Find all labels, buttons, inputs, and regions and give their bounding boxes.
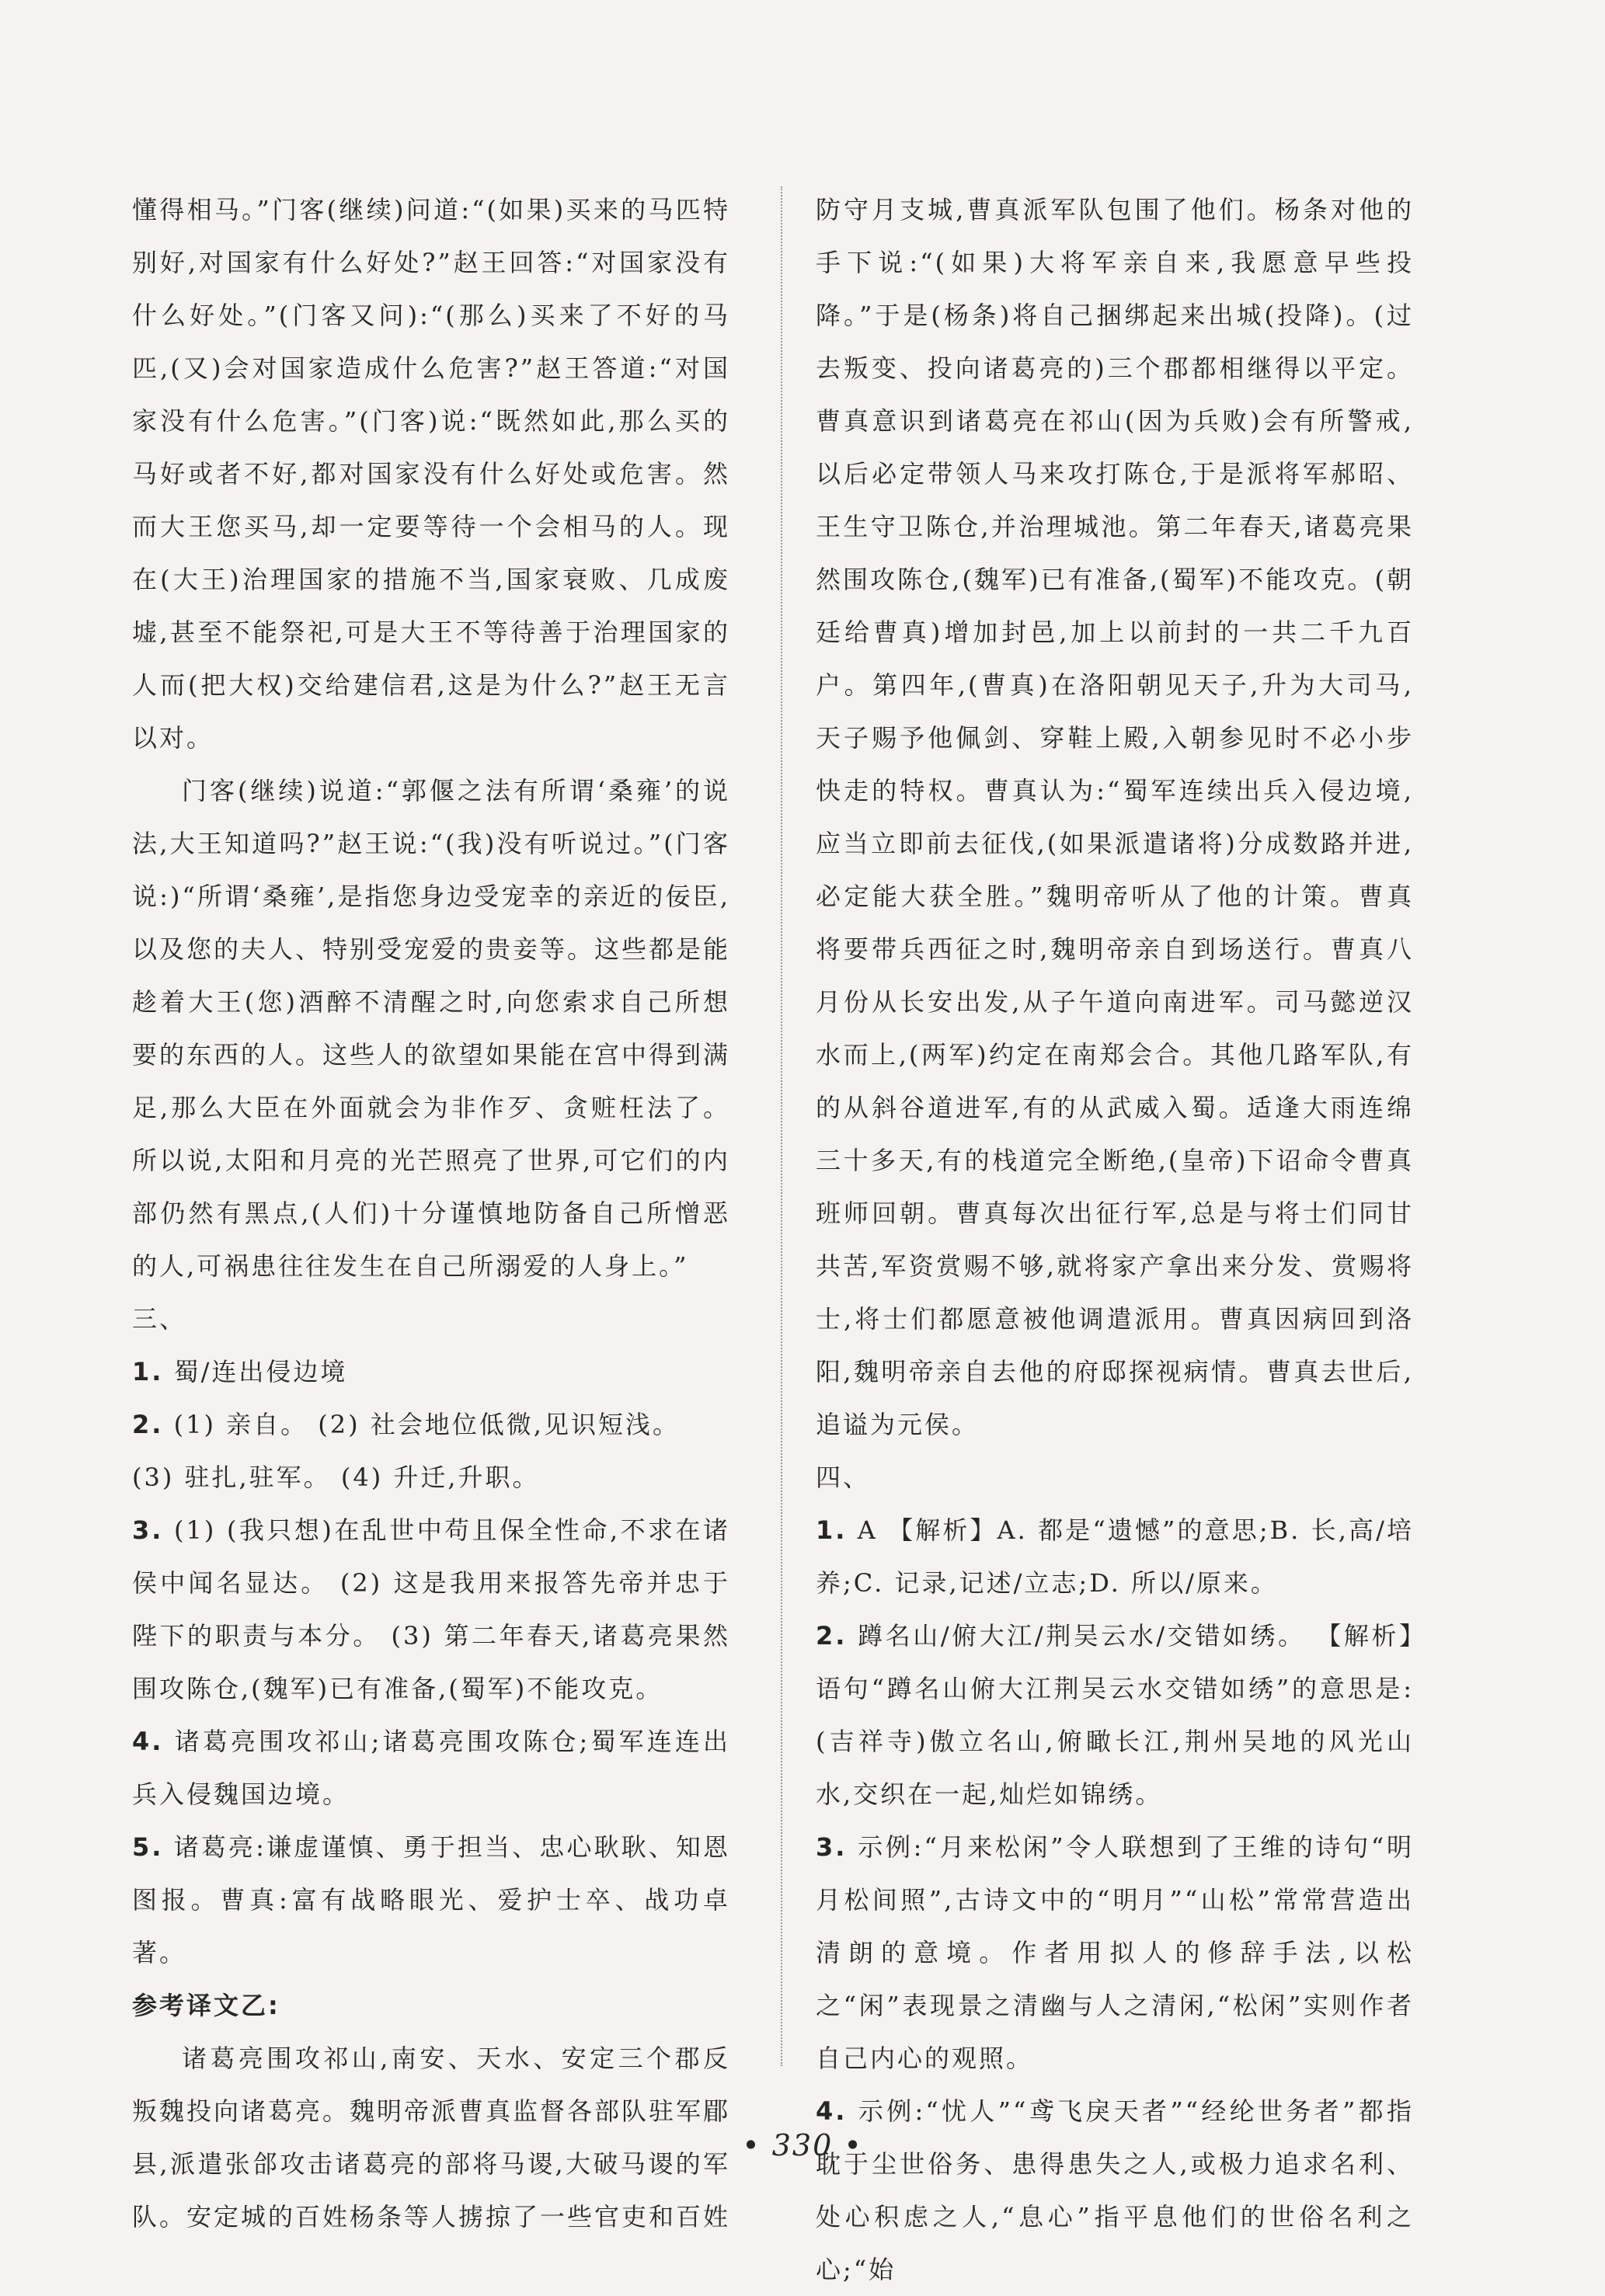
- paragraph: (3) 驻扎,驻军。 (4) 升迁,升职。: [132, 1463, 540, 1492]
- item-text: 蜀/连出侵边境: [163, 1357, 348, 1386]
- item-text: (1) (我只想)在乱世中苟且保全性命,不求在诸侯中闻名显达。 (2) 这是我用来报答先帝并忠于陛下的职责与本分。 (3) 第二年春天,诸葛亮果然围攻陈仓,(魏军)已有准备,(蜀军)不能攻克。: [132, 1515, 730, 1703]
- item-number: 2.: [132, 1410, 164, 1439]
- paragraph: 门客(继续)说道:“郭偃之法有所谓‘桑雍’的说法,大王知道吗?”赵王说:“(我)没有听说过。”(门客说:)“所谓‘桑雍’,是指您身边受宠幸的亲近的佞臣,以及您的夫人、特别受宠爱的贵妾等。这些都是能趁着大王(您)酒醉不清醒之时,向您索求自己所想要的东西的人。这些人的欲望如果能在宫中得到满足,那么大臣在外面就会为非作歹、贪赃枉法了。所以说,太阳和月亮的光芒照亮了世界,可它们的内部仍然有黑点,(人们)十分谨慎地防备自己所憎恶的人,可祸患往往发生在自己所溺爱的人身上。”: [132, 776, 731, 1281]
- item-number: 4.: [816, 2096, 848, 2126]
- column-divider: [781, 186, 782, 2066]
- item-text: 示例:“忧人”“鸢飞戾天者”“经纶世务者”都指耽于尘世俗务、患得患失之人,或极力追求名利、处心积虑之人,“息心”指平息他们的世俗名利之心;“始: [816, 2096, 1414, 2284]
- item-number: 3.: [816, 1832, 848, 1862]
- item-text: 诸葛亮:谦虚谨慎、勇于担当、忠心耿耿、知恩图报。曹真:富有战略眼光、爱护士卒、战功卓著。: [132, 1832, 730, 1967]
- paragraph: 诸葛亮围攻祁山,南安、天水、安定三个郡反叛魏投向诸葛亮。魏明帝派曹真监督各部队驻军郿县,派遣张郃攻击诸葛亮的部将马谡,大破马谡的军队。安定城的百姓杨条等人掳掠了一些官吏和百姓: [132, 2044, 731, 2232]
- answer-item: [816, 1504, 1414, 1609]
- section-heading: 四、: [816, 1463, 871, 1492]
- answer-item: [132, 1504, 730, 1715]
- paragraph: 防守月支城,曹真派军队包围了他们。杨条对他的手下说:“(如果)大将军亲自来,我愿意早些投降。”于是(杨条)将自己捆绑起来出城(投降)。(过去叛变、投向诸葛亮的)三个郡都相继得以平定。曹真意识到诸葛亮在祁山(因为兵败)会有所警戒,以后必定带领人马来攻打陈仓,于是派将军郝昭、王生守卫陈仓,并治理城池。第二年春天,诸葛亮果然围攻陈仓,(魏军)已有准备,(蜀军)不能攻克。(朝廷给曹真)增加封邑,加上以前封的一共二千九百户。第四年,(曹真)在洛阳朝见天子,升为大司马,天子赐予他佩剑、穿鞋上殿,入朝参见时不必小步快走的特权。曹真认为:“蜀军连续出兵入侵边境,应当立即前去征伐,(如果派遣诸将)分成数路并进,必定能大获全胜。”魏明帝听从了他的计策。曹真将要带兵西征之时,魏明帝亲自到场送行。曹真八月份从长安出发,从子午道向南进军。司马懿逆汉水而上,(两军)约定在南郑会合。其他几路军队,有的从斜谷道进军,有的从武威入蜀。适逢大雨连绵三十多天,有的栈道完全断绝,(皇帝)下诏命令曹真班师回朝。曹真每次出征行军,总是与将士们同甘共苦,军资赏赐不够,就将家产拿出来分发、赏赐将士,将士们都愿意被他调遣派用。曹真因病回到洛阳,魏明帝亲自去他的府邸探视病情。曹真去世后,追谥为元侯。: [816, 195, 1414, 1439]
- item-number: 1.: [132, 1357, 164, 1386]
- item-text: 蹲名山/俯大江/荆吴云水/交错如绣。 【解析】语句“蹲名山俯大江荆吴云水交错如绣”的意思是:(吉祥寺)傲立名山,俯瞰长江,荆州吴地的风光山水,交织在一起,灿烂如锦绣。: [816, 1621, 1414, 1809]
- answer-item: [816, 2085, 1414, 2296]
- answer-item: [132, 1345, 730, 1398]
- section-heading: 三、: [132, 1304, 187, 1334]
- answer-item: [816, 1821, 1414, 2085]
- item-number: 3.: [132, 1515, 164, 1545]
- subheading: 参考译文乙:: [132, 1991, 280, 2020]
- answer-item: [816, 1609, 1414, 1821]
- item-number: 5.: [132, 1832, 164, 1862]
- item-number: 1.: [816, 1515, 848, 1545]
- page-number: • 330 •: [742, 2128, 863, 2162]
- item-text: (1) 亲自。 (2) 社会地位低微,见识短浅。: [163, 1410, 680, 1439]
- left-column: [132, 183, 730, 2243]
- item-number: 2.: [816, 1621, 848, 1651]
- right-column: [816, 183, 1414, 2296]
- item-text: 示例:“月来松闲”令人联想到了王维的诗句“明月松间照”,古诗文中的“明月”“山松”常常营造出清朗的意境。作者用拟人的修辞手法,以松之“闲”表现景之清幽与人之清闲,“松闲”实则作者自己内心的观照。: [816, 1832, 1414, 2073]
- item-text: 诸葛亮围攻祁山;诸葛亮围攻陈仓;蜀军连连出兵入侵魏国边境。: [132, 1727, 730, 1809]
- answer-item: [132, 1398, 730, 1451]
- answer-item: [132, 1821, 730, 1979]
- answer-item: [132, 1715, 730, 1821]
- item-text: A 【解析】A. 都是“遗憾”的意思;B. 长,高/培养;C. 记录,记述/立志;D. 所以/原来。: [816, 1515, 1414, 1598]
- item-number: 4.: [132, 1727, 164, 1756]
- paragraph: 懂得相马。”门客(继续)问道:“(如果)买来的马匹特别好,对国家有什么好处?”赵王回答:“对国家没有什么好处。”(门客又问):“(那么)买来了不好的马匹,(又)会对国家造成什么危害?”赵王答道:“对国家没有什么危害。”(门客)说:“既然如此,那么买的马好或者不好,都对国家没有什么好处或危害。然而大王您买马,却一定要等待一个会相马的人。现在(大王)治理国家的措施不当,国家衰败、几成废墟,甚至不能祭祀,可是大王不等待善于治理国家的人而(把大权)交给建信君,这是为什么?”赵王无言以对。: [132, 195, 730, 753]
